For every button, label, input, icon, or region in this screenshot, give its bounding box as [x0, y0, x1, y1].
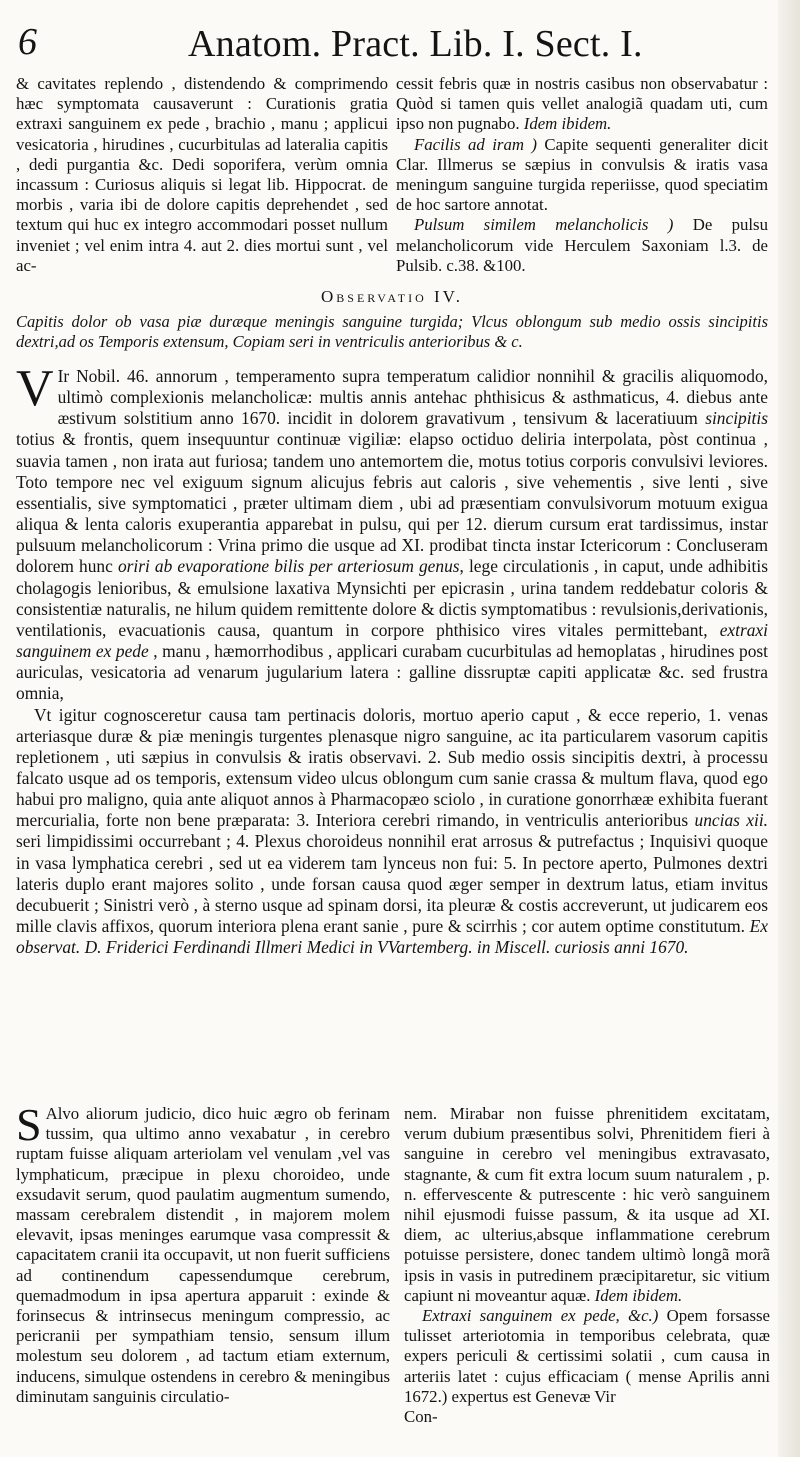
para2-segment: seri limpidissimi occurrebant ; 4. Plexus choroideus nonnihil erat arrosus & putrefactus ; Inquisivi quoque in vasa lymphatica cerebri , sed ut ea viderem tam lynceus non fui: 5. In pectore aperto, Pulmones dextri lateris duplo erant majores solito , unde forsan causa quod æger semper in dextrum latus, etiam invitus decubuerit ; Sinistri verò , à sterno usque ad spinam dorsi, ita pleuræ & costis accreverunt, ut judicarem eos mille clavis affixos, quorum interiora plena erant sanie , pure & scirrhis ; cor autem optime constitutum. — [16, 831, 768, 937]
note-pulsum-text: De pulsu melancholicorum vide Herculem Saxoniam l.3. de Pulsib. c.38. &100. — [396, 215, 768, 275]
bottom-right-column — [404, 1104, 770, 1427]
bottom-left-text: Alvo aliorum judicio, dico huic ægro ob ferinam tussim, qua ultimo anno vexabatur , in cerebro ruptam fuisse aliquam arteriolam vel venulam ,vel vas lymphaticum, præcipue in plexu choroideo, unde exsudavit serum, quod paulatim augmentum sumendo, massam cerebralem distendit , in majorem molem elevavit, ipsas meninges earumque vasa compressit & capacitatem cranii ita occupavit, ut non fuerit sufficiens ad continendum capessendumque cerebrum, quemadmodum in ipsa apertura apparuit : exinde & forinsecus & intrinsecus meningum compressio, ac pericranii per sympathiam tensio, sensum illum molestum seu dolorem , ad tactum etiam externum, inducens, simulque ostendens in cerebro & meningibus diminutam sanguinis circulatio- — [16, 1104, 390, 1406]
note-facilis-text: Capite sequenti generaliter dicit Clar. Illmerus se sæpius in convulsis & iratis vasa meningum sanguine turgida reperiisse, quod speciatim de hoc sartore annotat. — [396, 134, 768, 215]
para1-segment: , manu , hæmorrhodibus , applicari curabam cucurbitulas ad hemoplatas , hirudines post auriculas, vesicatoria ad venarum jugularium latera : galline dissruptæ capiti applicatæ &c. sed frustra omnia, — [16, 641, 768, 704]
top-right-paragraph — [396, 74, 768, 135]
bottom-right-source: Idem ibidem. — [594, 1285, 683, 1305]
observation-body — [16, 360, 768, 958]
catchword: Con- — [404, 1407, 438, 1427]
top-left-column — [16, 74, 388, 276]
drop-cap-v: V — [16, 360, 54, 417]
observation-paragraph-1 — [16, 360, 768, 705]
note-pulsum — [396, 215, 768, 276]
bottom-left-paragraph — [16, 1099, 390, 1407]
running-head: Anatom. Pract. Lib. I. Sect. I. — [188, 23, 643, 65]
note-facilis-label: Facilis ad iram ) — [414, 134, 537, 154]
note-extraxi-text: Opem forsasse tulisset arteriotomia in temporibus celebrata, quæ expers periculi & certissimi solatii , cum causa in arteriis latet : cujus efficaciam ( mense Aprilis anni 1672.) expertus est Genevæ Vir — [404, 1306, 770, 1406]
observation-title: Observatio IV. — [320, 287, 464, 306]
note-pulsum-label: Pulsum similem melancholicis ) — [414, 215, 674, 235]
bottom-left-column — [16, 1099, 390, 1407]
top-left-text: & cavitates replendo , distendendo & comprimendo hæc symptomata causaverunt : Curationis gratia extraxi sanguinem ex pede , brachio , manu ; applicui vesicatoria , hirudines , cucurbitulas ad lateralia capitis , dedi purgantia &c. Dedi soporifera, verùm omnia incassum : Curiosus aliquis si legat lib. Hippocrat. de morbis , varia ibi de dolore capitis deprehendet , sed textum qui huc ex integro accommodari posset nullum inveniet ; vel enim intra 4. aut 2. dies mortui sunt , vel ac- — [16, 74, 388, 275]
note-facilis — [396, 135, 768, 216]
drop-cap-s: S — [16, 1099, 42, 1150]
page-header — [14, 16, 774, 68]
para1-segment: Ir Nobil. 46. annorum , temperamento supra temperatum calidior nonnihil & gracilis aliquomodo, ultimò complexionis melancholicæ: multis annis antehac phthisicus & asthmaticus, 4. diebus ante æstivum solstitium anno 1670. incidit in dolorem gravativum , tensivum & laceratiuum — [57, 366, 768, 429]
bottom-right-paragraph — [404, 1104, 770, 1306]
observation-subtitle: Capitis dolor ob vasa piæ duræque meningis sanguine turgida; Vlcus oblongum sub medio ossis sincipitis dextri,ad os Temporis extensum, Copiam seri in ventriculis anterioribus & c. — [16, 312, 768, 351]
para2-italic: uncias xii. — [694, 810, 768, 831]
para1-italic: sincipitis — [705, 408, 768, 429]
para1-segment: totius & frontis, quem insequuntur continuæ vigiliæ: elapso octiduo deliria interpolata, pòst continua , suavia tamen , non irata aut furiosa; tandem uno antemortem die, motus totius corporis convulsivi leviores. Toto tempore nec vel exiguum signum alicujus febris aut caloris , sive vehementis , sive lenti , sive essentialis, sive symptomatici , præter ultimam diem , ubi ad præsentiam convulsivorum motuum exigua aliqua & lenta caloris exuperantia apparebat in pulsu, qui per 12. dierum cursum erat tardissimus, instar pulsuum melancholicorum : Vrina primo die usque ad XI. prodibat tincta instar Ictericorum : Concluseram dolorem hunc — [16, 429, 768, 577]
top-right-text: cessit febris quæ in nostris casibus non observabatur : Quòd si tamen quis vellet analogiã quadam uti, cum ipso non pugnabo. — [396, 74, 768, 134]
para1-italic: oriri ab evaporatione bilis per arteriosum genus — [117, 556, 460, 577]
top-right-column — [396, 74, 768, 276]
note-extraxi — [404, 1306, 770, 1407]
para1-italic: extraxi sanguinem ex pede — [16, 619, 768, 662]
para1-segment: , lege circulationis , in caput, unde adhibitis cholagogis lenioribus, & emulsione laxativa Mynsichti per epicrasin , urina tandem reddebatur coloris & consistentiæ naturalis, ne hilum quidem remittente dolore & dictis symptomatibus : revulsionis,derivationis, ventilationis, evacuationis causa, quantum in corpore phthisico vires vitales permittebant, — [16, 556, 768, 640]
page-edge-shadow — [778, 0, 800, 1457]
top-right-source: Idem ibidem. — [523, 114, 612, 134]
bottom-right-text: nem. Mirabar non fuisse phrenitidem excitatam, verum dubium præsentibus solvi, Phrenitidem fieri à sanguine in cerebro vel meningibus extravasato, stagnante, & cum fit extra locum suum naturalem , p. n. effervescente & putrescente : hic verò sanguinem nihil ejusmodi fuisse passum, & ita usque ad XI. diem, ac ulterius,absque inflammatione cerebrum potuisse persistere, donec tandem ultimò longã morã ipsis in vasis in putredinem præcipitaretur, sic vitium capiunt ni moveantur aquæ. — [404, 1104, 770, 1305]
page-number: 6 — [18, 21, 37, 63]
observation-paragraph-2 — [16, 705, 768, 959]
note-extraxi-label: Extraxi sanguinem ex pede, &c.) — [422, 1306, 659, 1326]
observation-source: Ex observat. D. Friderici Ferdinandi Illmeri Medici in VVartemberg. in Miscell. curiosis anni 1670. — [16, 916, 768, 958]
para2-segment: Vt igitur cognosceretur causa tam pertinacis doloris, mortuo aperio caput , & ecce reperio, 1. venas arteriasque duræ & piæ meningis turgentes plenasque nigro sanguine, ac ita particularem vasorum capitis repletionem , uti sæpius in convulsis & iratis observavi. 2. Sub medio ossis sincipitis dextri, à processu falcato usque ad os temporis, extensum video ulcus oblongum cum sanie crassa & multum flava, quod ego habui pro maligno, quia ante aliquot annos à Pharmacopæo sciolo , in curatione gonorrhææ exhibita fuerant mercurialia, forte non bene præparata: 3. Interiora cerebri rimando, in ventriculis anterioribus — [16, 704, 768, 831]
